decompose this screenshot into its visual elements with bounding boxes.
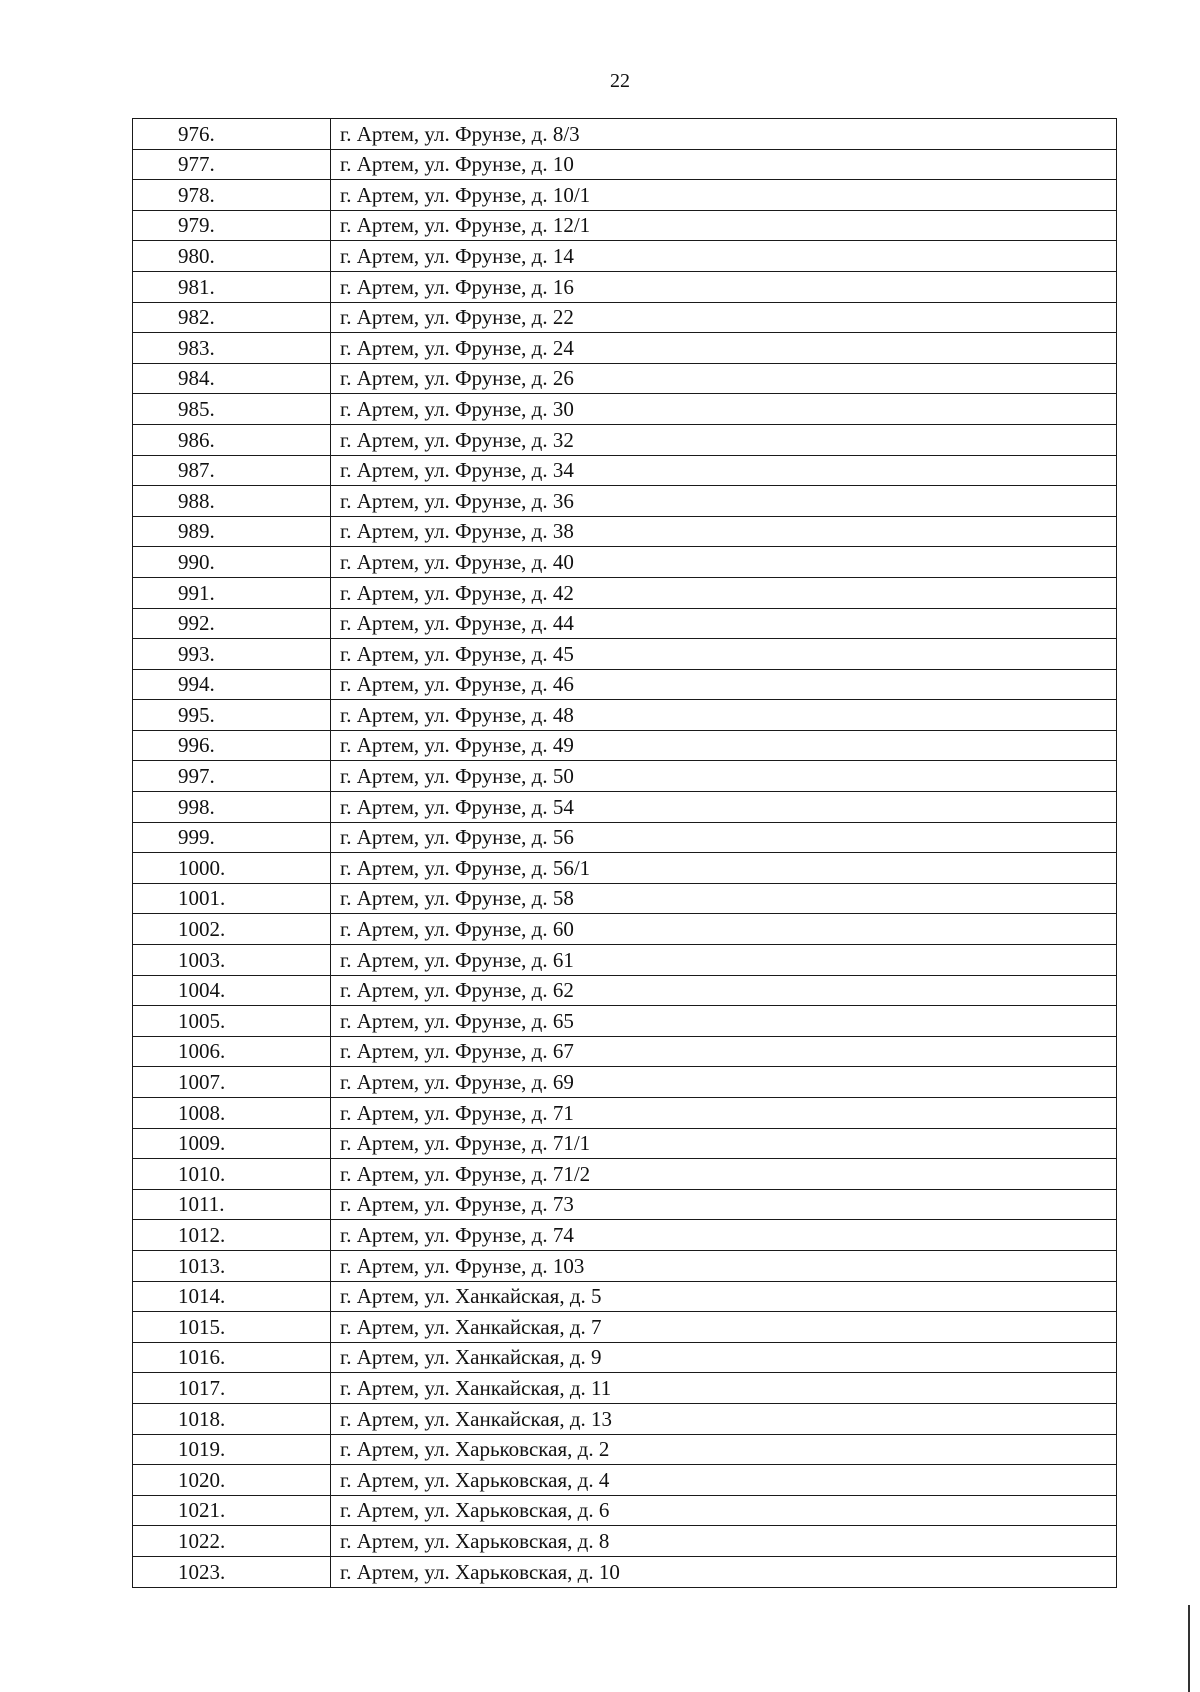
- row-number: 1019.: [133, 1434, 331, 1465]
- row-number: 1007.: [133, 1067, 331, 1098]
- table-row: [133, 1526, 1117, 1557]
- table-row: [133, 822, 1117, 853]
- table-row: [133, 1373, 1117, 1404]
- row-address: г. Артем, ул. Фрунзе, д. 34: [331, 455, 1117, 486]
- row-number: 981.: [133, 271, 331, 302]
- row-address: г. Артем, ул. Фрунзе, д. 54: [331, 792, 1117, 823]
- row-address: г. Артем, ул. Ханкайская, д. 11: [331, 1373, 1117, 1404]
- row-address: г. Артем, ул. Фрунзе, д. 65: [331, 1006, 1117, 1037]
- row-number: 985.: [133, 394, 331, 425]
- row-address: г. Артем, ул. Фрунзе, д. 38: [331, 516, 1117, 547]
- row-number: 987.: [133, 455, 331, 486]
- row-number: 1002.: [133, 914, 331, 945]
- row-number: 990.: [133, 547, 331, 578]
- table-row: [133, 119, 1117, 150]
- row-address: г. Артем, ул. Фрунзе, д. 103: [331, 1250, 1117, 1281]
- table-row: [133, 1465, 1117, 1496]
- row-address: г. Артем, ул. Харьковская, д. 4: [331, 1465, 1117, 1496]
- table-row: [133, 1220, 1117, 1251]
- table-row: [133, 394, 1117, 425]
- row-number: 1018.: [133, 1403, 331, 1434]
- row-address: г. Артем, ул. Фрунзе, д. 71: [331, 1098, 1117, 1129]
- row-address: г. Артем, ул. Фрунзе, д. 26: [331, 363, 1117, 394]
- table-row: [133, 547, 1117, 578]
- row-number: 996.: [133, 730, 331, 761]
- table-row: [133, 1189, 1117, 1220]
- row-address: г. Артем, ул. Фрунзе, д. 50: [331, 761, 1117, 792]
- table-row: [133, 1159, 1117, 1190]
- row-address: г. Артем, ул. Фрунзе, д. 10: [331, 149, 1117, 180]
- row-address: г. Артем, ул. Фрунзе, д. 48: [331, 700, 1117, 731]
- table-row: [133, 333, 1117, 364]
- row-number: 989.: [133, 516, 331, 547]
- row-address: г. Артем, ул. Фрунзе, д. 49: [331, 730, 1117, 761]
- row-address: г. Артем, ул. Фрунзе, д. 30: [331, 394, 1117, 425]
- row-address: г. Артем, ул. Фрунзе, д. 60: [331, 914, 1117, 945]
- row-address: г. Артем, ул. Фрунзе, д. 71/1: [331, 1128, 1117, 1159]
- row-address: г. Артем, ул. Фрунзе, д. 14: [331, 241, 1117, 272]
- row-number: 1022.: [133, 1526, 331, 1557]
- row-number: 1006.: [133, 1036, 331, 1067]
- row-number: 1020.: [133, 1465, 331, 1496]
- table-row: [133, 700, 1117, 731]
- table-row: [133, 455, 1117, 486]
- table-row: [133, 883, 1117, 914]
- row-address: г. Артем, ул. Харьковская, д. 2: [331, 1434, 1117, 1465]
- table-row: [133, 1342, 1117, 1373]
- row-address: г. Артем, ул. Харьковская, д. 6: [331, 1495, 1117, 1526]
- table-row: [133, 1006, 1117, 1037]
- table-row: [133, 914, 1117, 945]
- table-row: [133, 1556, 1117, 1587]
- row-number: 988.: [133, 486, 331, 517]
- row-address: г. Артем, ул. Фрунзе, д. 8/3: [331, 119, 1117, 150]
- scan-edge-mark: [1188, 1605, 1190, 1692]
- row-number: 993.: [133, 639, 331, 670]
- row-number: 1005.: [133, 1006, 331, 1037]
- row-address: г. Артем, ул. Ханкайская, д. 5: [331, 1281, 1117, 1312]
- row-address: г. Артем, ул. Фрунзе, д. 56: [331, 822, 1117, 853]
- row-address: г. Артем, ул. Фрунзе, д. 62: [331, 975, 1117, 1006]
- row-number: 1021.: [133, 1495, 331, 1526]
- table-row: [133, 669, 1117, 700]
- row-address: г. Артем, ул. Фрунзе, д. 58: [331, 883, 1117, 914]
- table-row: [133, 577, 1117, 608]
- row-number: 983.: [133, 333, 331, 364]
- table-row: [133, 1312, 1117, 1343]
- row-number: 1014.: [133, 1281, 331, 1312]
- row-address: г. Артем, ул. Фрунзе, д. 22: [331, 302, 1117, 333]
- row-number: 991.: [133, 577, 331, 608]
- address-table: [132, 118, 1117, 1588]
- table-row: [133, 1098, 1117, 1129]
- row-number: 984.: [133, 363, 331, 394]
- row-number: 1004.: [133, 975, 331, 1006]
- row-address: г. Артем, ул. Ханкайская, д. 7: [331, 1312, 1117, 1343]
- row-address: г. Артем, ул. Фрунзе, д. 45: [331, 639, 1117, 670]
- row-address: г. Артем, ул. Фрунзе, д. 71/2: [331, 1159, 1117, 1190]
- row-address: г. Артем, ул. Ханкайская, д. 13: [331, 1403, 1117, 1434]
- row-address: г. Артем, ул. Фрунзе, д. 10/1: [331, 180, 1117, 211]
- row-address: г. Артем, ул. Ханкайская, д. 9: [331, 1342, 1117, 1373]
- row-address: г. Артем, ул. Фрунзе, д. 44: [331, 608, 1117, 639]
- table-row: [133, 424, 1117, 455]
- table-row: [133, 1067, 1117, 1098]
- row-number: 1013.: [133, 1250, 331, 1281]
- table-row: [133, 730, 1117, 761]
- address-table-body: [133, 119, 1117, 1588]
- table-row: [133, 271, 1117, 302]
- row-number: 976.: [133, 119, 331, 150]
- row-number: 1017.: [133, 1373, 331, 1404]
- row-number: 977.: [133, 149, 331, 180]
- table-row: [133, 1250, 1117, 1281]
- row-number: 1003.: [133, 945, 331, 976]
- row-address: г. Артем, ул. Фрунзе, д. 24: [331, 333, 1117, 364]
- row-number: 998.: [133, 792, 331, 823]
- row-number: 1009.: [133, 1128, 331, 1159]
- row-address: г. Артем, ул. Фрунзе, д. 56/1: [331, 853, 1117, 884]
- table-row: [133, 853, 1117, 884]
- row-number: 1008.: [133, 1098, 331, 1129]
- table-row: [133, 241, 1117, 272]
- row-address: г. Артем, ул. Фрунзе, д. 73: [331, 1189, 1117, 1220]
- table-row: [133, 516, 1117, 547]
- row-number: 1023.: [133, 1556, 331, 1587]
- row-address: г. Артем, ул. Харьковская, д. 8: [331, 1526, 1117, 1557]
- table-row: [133, 1495, 1117, 1526]
- table-row: [133, 486, 1117, 517]
- row-address: г. Артем, ул. Фрунзе, д. 40: [331, 547, 1117, 578]
- row-address: г. Артем, ул. Фрунзе, д. 36: [331, 486, 1117, 517]
- row-address: г. Артем, ул. Фрунзе, д. 12/1: [331, 210, 1117, 241]
- row-address: г. Артем, ул. Фрунзе, д. 74: [331, 1220, 1117, 1251]
- row-number: 1001.: [133, 883, 331, 914]
- row-address: г. Артем, ул. Фрунзе, д. 42: [331, 577, 1117, 608]
- row-number: 992.: [133, 608, 331, 639]
- row-address: г. Артем, ул. Фрунзе, д. 67: [331, 1036, 1117, 1067]
- table-row: [133, 1128, 1117, 1159]
- row-address: г. Артем, ул. Харьковская, д. 10: [331, 1556, 1117, 1587]
- row-number: 999.: [133, 822, 331, 853]
- row-number: 1012.: [133, 1220, 331, 1251]
- row-number: 980.: [133, 241, 331, 272]
- row-address: г. Артем, ул. Фрунзе, д. 61: [331, 945, 1117, 976]
- table-row: [133, 1281, 1117, 1312]
- row-number: 994.: [133, 669, 331, 700]
- row-number: 1011.: [133, 1189, 331, 1220]
- table-row: [133, 210, 1117, 241]
- row-address: г. Артем, ул. Фрунзе, д. 46: [331, 669, 1117, 700]
- row-number: 979.: [133, 210, 331, 241]
- row-number: 1016.: [133, 1342, 331, 1373]
- row-number: 995.: [133, 700, 331, 731]
- row-number: 982.: [133, 302, 331, 333]
- table-row: [133, 1403, 1117, 1434]
- row-number: 1015.: [133, 1312, 331, 1343]
- row-number: 986.: [133, 424, 331, 455]
- table-row: [133, 363, 1117, 394]
- row-number: 997.: [133, 761, 331, 792]
- table-row: [133, 792, 1117, 823]
- table-row: [133, 761, 1117, 792]
- table-row: [133, 1036, 1117, 1067]
- page-number: 22: [610, 70, 630, 92]
- table-row: [133, 639, 1117, 670]
- row-number: 1000.: [133, 853, 331, 884]
- table-row: [133, 149, 1117, 180]
- table-row: [133, 180, 1117, 211]
- table-row: [133, 945, 1117, 976]
- row-address: г. Артем, ул. Фрунзе, д. 69: [331, 1067, 1117, 1098]
- table-row: [133, 975, 1117, 1006]
- row-address: г. Артем, ул. Фрунзе, д. 16: [331, 271, 1117, 302]
- table-row: [133, 1434, 1117, 1465]
- row-number: 1010.: [133, 1159, 331, 1190]
- row-number: 978.: [133, 180, 331, 211]
- row-address: г. Артем, ул. Фрунзе, д. 32: [331, 424, 1117, 455]
- table-row: [133, 302, 1117, 333]
- table-row: [133, 608, 1117, 639]
